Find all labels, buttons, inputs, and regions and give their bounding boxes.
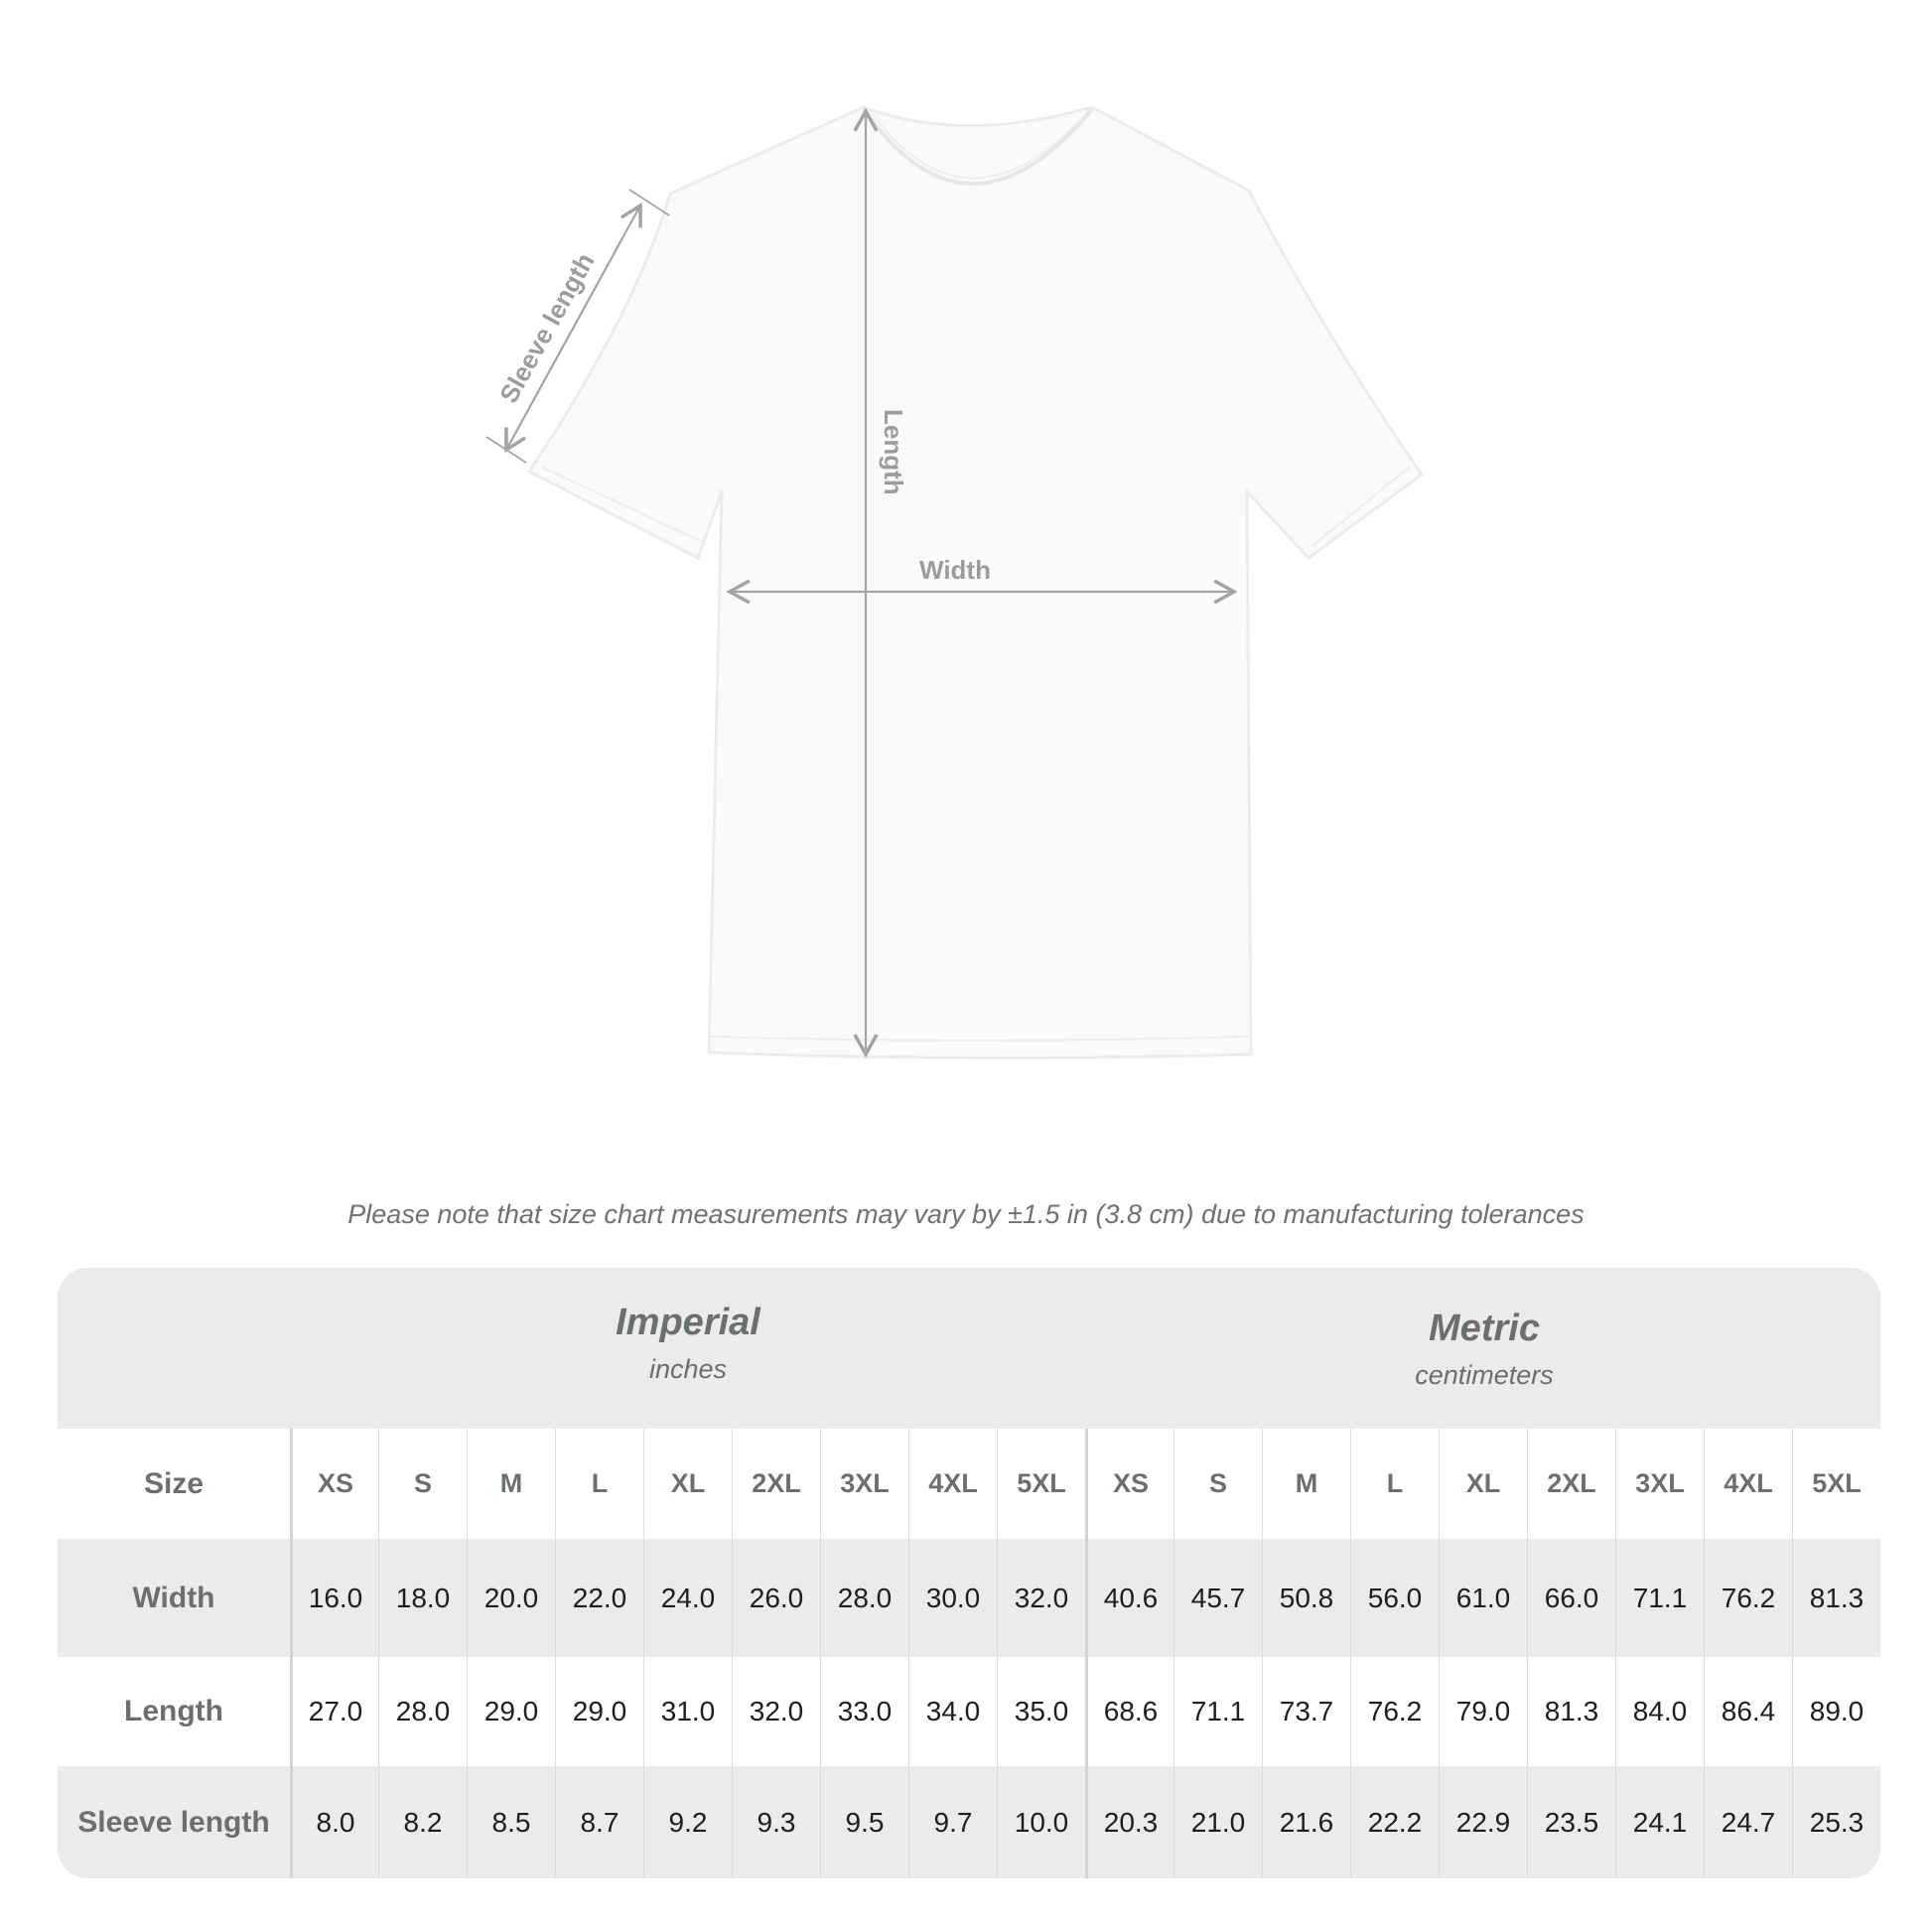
table-cell: 24.1 [1615, 1766, 1704, 1878]
table-cell: 21.6 [1262, 1766, 1350, 1878]
metric-size-3xl: 3XL [1615, 1429, 1704, 1539]
metric-size-m: M [1262, 1429, 1350, 1539]
table-cell: 20.3 [1085, 1766, 1173, 1878]
size-chart-table [58, 1268, 1880, 1878]
table-cell: 27.0 [290, 1657, 378, 1766]
table-cell: 84.0 [1615, 1657, 1704, 1766]
table-cell: 29.0 [467, 1657, 555, 1766]
table-cell: 66.0 [1527, 1539, 1615, 1657]
metric-unit: centimeters [1415, 1360, 1554, 1390]
width-row [58, 1539, 1880, 1657]
table-cell: 76.2 [1704, 1539, 1792, 1657]
table-cell: 21.0 [1173, 1766, 1262, 1878]
imperial-size-s: S [378, 1429, 467, 1539]
table-cell: 81.3 [1792, 1539, 1880, 1657]
table-cell: 23.5 [1527, 1766, 1615, 1878]
sleeve-length-label: Sleeve length [493, 247, 601, 408]
imperial-size-xs: XS [290, 1429, 378, 1539]
imperial-size-2xl: 2XL [732, 1429, 820, 1539]
table-cell: 22.2 [1350, 1766, 1439, 1878]
metric-size-s: S [1173, 1429, 1262, 1539]
metric-size-l: L [1350, 1429, 1439, 1539]
width-label: Width [919, 555, 991, 585]
table-cell: 25.3 [1792, 1766, 1880, 1878]
table-cell: 32.0 [732, 1657, 820, 1766]
imperial-size-xl: XL [643, 1429, 732, 1539]
table-cell: 71.1 [1173, 1657, 1262, 1766]
table-cell: 68.6 [1085, 1657, 1173, 1766]
table-cell: 81.3 [1527, 1657, 1615, 1766]
table-cell: 8.2 [378, 1766, 467, 1878]
imperial-unit: inches [648, 1354, 728, 1384]
table-cell: 9.3 [732, 1766, 820, 1878]
table-cell: 8.0 [290, 1766, 378, 1878]
table-cell: 28.0 [378, 1657, 467, 1766]
table-cell: 86.4 [1704, 1657, 1792, 1766]
metric-title: Metric [1429, 1308, 1540, 1349]
table-cell: 18.0 [378, 1539, 467, 1657]
length-row-label: Length [124, 1695, 223, 1727]
tolerance-note: Please note that size chart measurements may vary by ±1.5 in (3.8 cm) due to manufacturing tolerances [347, 1199, 1585, 1229]
table-cell: 22.9 [1439, 1766, 1527, 1878]
imperial-size-5xl: 5XL [997, 1429, 1085, 1539]
table-cell: 79.0 [1439, 1657, 1527, 1766]
metric-size-2xl: 2XL [1527, 1429, 1615, 1539]
table-cell: 26.0 [732, 1539, 820, 1657]
table-cell: 45.7 [1173, 1539, 1262, 1657]
table-cell: 35.0 [997, 1657, 1085, 1766]
table-cell: 33.0 [820, 1657, 908, 1766]
table-cell: 56.0 [1350, 1539, 1439, 1657]
table-cell: 8.5 [467, 1766, 555, 1878]
table-cell: 9.7 [908, 1766, 997, 1878]
metric-size-xs: XS [1085, 1429, 1173, 1539]
metric-size-5xl: 5XL [1792, 1429, 1880, 1539]
width-row-label: Width [132, 1581, 215, 1614]
table-cell: 76.2 [1350, 1657, 1439, 1766]
table-cell: 34.0 [908, 1657, 997, 1766]
table-cell: 40.6 [1085, 1539, 1173, 1657]
metric-size-4xl: 4XL [1704, 1429, 1792, 1539]
table-cell: 16.0 [290, 1539, 378, 1657]
table-cell: 9.5 [820, 1766, 908, 1878]
imperial-size-l: L [555, 1429, 643, 1539]
sleeve-length-row [58, 1766, 1880, 1878]
table-cell: 31.0 [643, 1657, 732, 1766]
table-cell: 50.8 [1262, 1539, 1350, 1657]
size-label: Size [143, 1466, 205, 1500]
table-cell: 24.0 [643, 1539, 732, 1657]
imperial-size-3xl: 3XL [820, 1429, 908, 1539]
imperial-size-m: M [467, 1429, 555, 1539]
size-grid [58, 1429, 1880, 1878]
table-cell: 10.0 [997, 1766, 1085, 1878]
sleeve-length-row-label: Sleeve length [77, 1805, 270, 1839]
table-cell: 20.0 [467, 1539, 555, 1657]
table-cell: 8.7 [555, 1766, 643, 1878]
table-cell: 32.0 [997, 1539, 1085, 1657]
table-cell: 29.0 [555, 1657, 643, 1766]
table-cell: 71.1 [1615, 1539, 1704, 1657]
table-cell: 22.0 [555, 1539, 643, 1657]
size-row [58, 1429, 1880, 1539]
metric-size-xl: XL [1439, 1429, 1527, 1539]
table-cell: 24.7 [1704, 1766, 1792, 1878]
imperial-size-4xl: 4XL [908, 1429, 997, 1539]
table-cell: 9.2 [643, 1766, 732, 1878]
length-row [58, 1657, 1880, 1766]
table-cell: 89.0 [1792, 1657, 1880, 1766]
imperial-title: Imperial [616, 1302, 760, 1343]
length-label: Length [879, 409, 908, 495]
table-cell: 61.0 [1439, 1539, 1527, 1657]
table-cell: 28.0 [820, 1539, 908, 1657]
table-cell: 30.0 [908, 1539, 997, 1657]
table-cell: 73.7 [1262, 1657, 1350, 1766]
